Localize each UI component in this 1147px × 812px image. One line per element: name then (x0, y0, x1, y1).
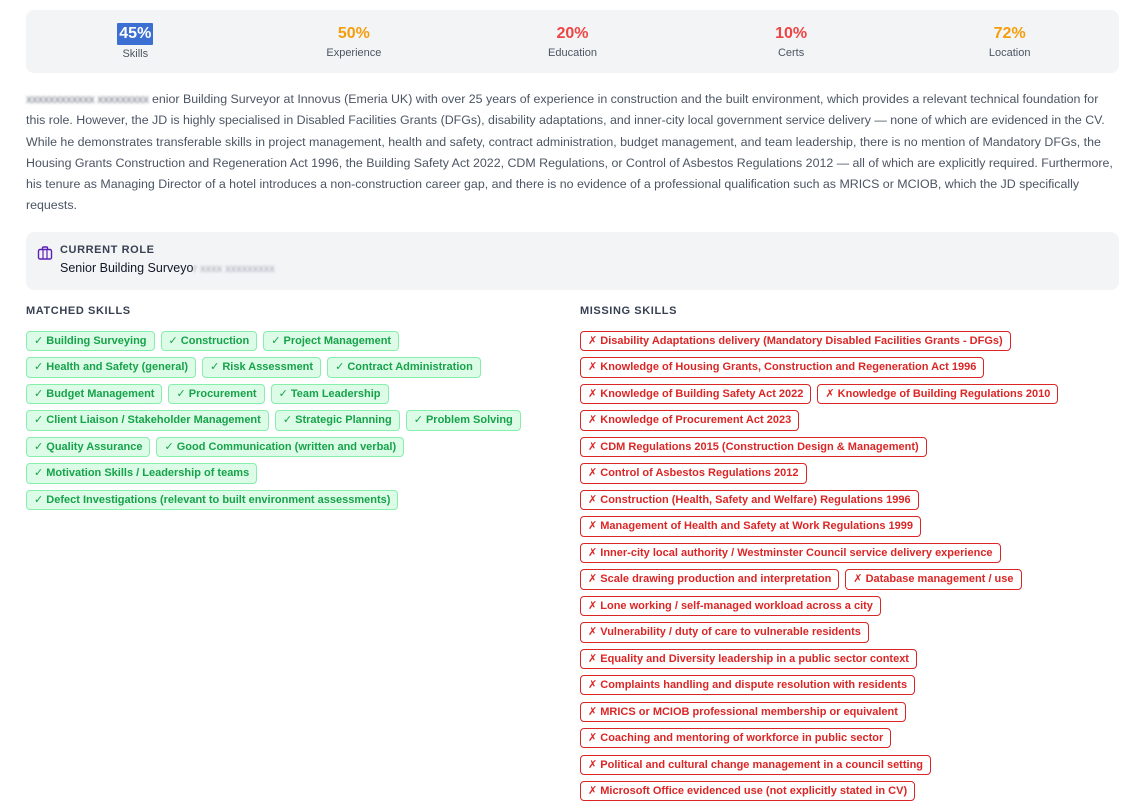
missing-skill-tag: ✗ Disability Adaptations delivery (Mandatory Disabled Facilities Grants - DFGs) (580, 331, 1011, 351)
missing-skill-tag: ✗ Coaching and mentoring of workforce in public sector (580, 728, 891, 748)
stat-skills-value: 45% (117, 23, 153, 45)
match-summary-text (26, 89, 1119, 217)
matched-skill-tag: ✓ Defect Investigations (relevant to built environment assessments) (26, 490, 398, 510)
missing-skill-tag: ✗ CDM Regulations 2015 (Construction Design & Management) (580, 437, 927, 457)
matched-skill-tag: ✓ Health and Safety (general) (26, 357, 196, 377)
missing-skill-tag: ✗ Vulnerability / duty of care to vulnerable residents (580, 622, 869, 642)
stat-certs-value: 10% (775, 25, 808, 42)
current-role-label: CURRENT ROLE (60, 244, 155, 256)
stat-experience-label: Experience (326, 47, 382, 59)
stat-education-label: Education (548, 47, 597, 59)
current-role-title: Senior Building Surveyo (60, 261, 194, 275)
matched-skills-title: MATCHED SKILLS (26, 305, 131, 317)
missing-skills-list (580, 331, 1119, 801)
missing-skill-tag: ✗ Knowledge of Housing Grants, Construction and Regeneration Act 1996 (580, 357, 984, 377)
stat-education-value: 20% (556, 25, 589, 42)
missing-skill-tag: ✗ Knowledge of Procurement Act 2023 (580, 410, 799, 430)
redacted-name: xxxxxxxxxxxx xxxxxxxxx (26, 92, 149, 106)
matched-skill-tag: ✓ Budget Management (26, 384, 162, 404)
stat-certs-label: Certs (777, 47, 805, 59)
score-summary-panel (26, 10, 1119, 73)
stat-experience (245, 10, 464, 73)
matched-skill-tag: ✓ Risk Assessment (202, 357, 321, 377)
missing-skill-tag: ✗ Complaints handling and dispute resolution with residents (580, 675, 915, 695)
matched-skill-tag: ✓ Building Surveying (26, 331, 155, 351)
missing-skills-section (580, 305, 1119, 801)
missing-skill-tag: ✗ Lone working / self-managed workload across a city (580, 596, 881, 616)
matched-skills-section (26, 305, 556, 510)
matched-skill-tag: ✓ Client Liaison / Stakeholder Management (26, 410, 269, 430)
matched-skill-tag: ✓ Problem Solving (406, 410, 521, 430)
missing-skill-tag: ✗ Microsoft Office evidenced use (not explicitly stated in CV) (580, 781, 915, 801)
missing-skill-tag: ✗ Database management / use (845, 569, 1021, 589)
missing-skill-tag: ✗ Political and cultural change management in a council setting (580, 755, 931, 775)
missing-skill-tag: ✗ Scale drawing production and interpretation (580, 569, 839, 589)
missing-skill-tag: ✗ Control of Asbestos Regulations 2012 (580, 463, 807, 483)
missing-skill-tag: ✗ Knowledge of Building Safety Act 2022 (580, 384, 811, 404)
stat-location-value: 72% (993, 25, 1026, 42)
matched-skill-tag: ✓ Project Management (263, 331, 399, 351)
stat-experience-value: 50% (337, 25, 370, 42)
stat-skills (26, 10, 245, 73)
missing-skill-tag: ✗ Management of Health and Safety at Work Regulations 1999 (580, 516, 921, 536)
briefcase-icon (37, 245, 53, 261)
matched-skill-tag: ✓ Procurement (168, 384, 264, 404)
stat-certs (682, 10, 901, 73)
summary-body: enior Building Surveyor at Innovus (Emeria UK) with over 25 years of experience in construction and the built environment, which provides a relevant technical foundation for this role. However, the JD is highly specialised in Disabled Facilities Grants (DFGs), disability adaptations, and inner-city local government service delivery — none of which are evidenced in the CV. While he demonstrates transferable skills in project management, health and safety, contract administration, budget management, and team leadership, there is no mention of Mandatory DFGs, the Housing Grants Construction and Regeneration Act 1996, the Building Safety Act 2022, CDM Regulations, or Control of Asbestos Regulations 2012 — all of which are explicitly required. Furthermore, his tenure as Managing Director of a hotel introduces a non-construction career gap, and there is no evidence of a professional qualification such as MRICS or MCIOB, which the JD specifically requests. (26, 92, 1113, 213)
stat-location (900, 10, 1119, 73)
matched-skill-tag: ✓ Motivation Skills / Leadership of teams (26, 463, 257, 483)
missing-skill-tag: ✗ Knowledge of Building Regulations 2010 (817, 384, 1058, 404)
matched-skill-tag: ✓ Strategic Planning (275, 410, 400, 430)
missing-skill-tag: ✗ MRICS or MCIOB professional membership or equivalent (580, 702, 906, 722)
stat-location-label: Location (988, 47, 1031, 59)
missing-skill-tag: ✗ Equality and Diversity leadership in a public sector context (580, 649, 917, 669)
current-role-value (60, 261, 275, 275)
current-role-redacted: r xxxx xxxxxxxxx (193, 263, 275, 275)
missing-skill-tag: ✗ Inner-city local authority / Westminster Council service delivery experience (580, 543, 1001, 563)
matched-skill-tag: ✓ Quality Assurance (26, 437, 150, 457)
matched-skill-tag: ✓ Contract Administration (327, 357, 481, 377)
stat-skills-label: Skills (122, 48, 149, 60)
missing-skill-tag: ✗ Construction (Health, Safety and Welfare) Regulations 1996 (580, 490, 919, 510)
matched-skill-tag: ✓ Construction (161, 331, 258, 351)
matched-skill-tag: ✓ Team Leadership (271, 384, 389, 404)
current-role-card (26, 232, 1119, 290)
stat-education (463, 10, 682, 73)
matched-skill-tag: ✓ Good Communication (written and verbal) (156, 437, 404, 457)
matched-skills-list (26, 331, 556, 510)
missing-skills-title: MISSING SKILLS (580, 305, 678, 317)
